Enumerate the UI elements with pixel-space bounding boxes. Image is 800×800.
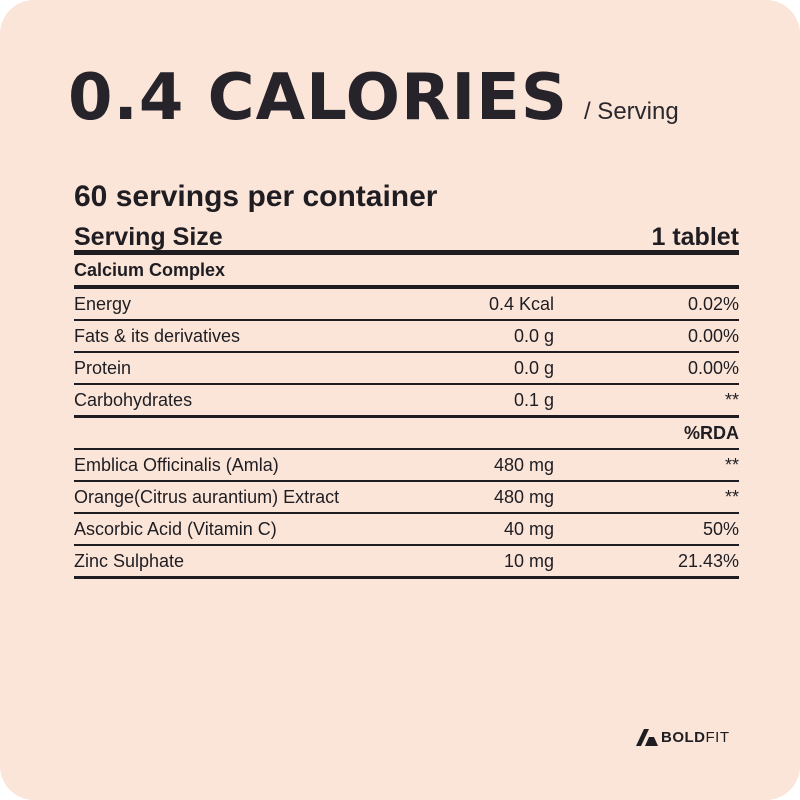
ingredient-name: Emblica Officinalis (Amla) [74, 454, 279, 475]
table-row [74, 514, 739, 546]
per-serving-label: / Serving [583, 98, 679, 125]
brand-bold-text: BOLD [661, 729, 706, 746]
ingredient-amount: 10 mg [503, 550, 554, 571]
ingredient-rda: 50% [702, 518, 739, 539]
nutrient-amount: 0.0 g [513, 357, 554, 378]
table-row [74, 321, 739, 353]
ingredient-name: Zinc Sulphate [74, 550, 185, 571]
table-row [74, 546, 739, 579]
boldfit-logo-icon [636, 729, 658, 746]
serving-size-row [74, 220, 739, 255]
ingredient-name: Ascorbic Acid (Vitamin C) [74, 518, 277, 539]
nutrient-amount: 0.0 g [513, 325, 554, 346]
nutrition-facts-table [74, 182, 739, 579]
nutrient-name: Fats & its derivatives [74, 325, 241, 346]
table-row [74, 353, 739, 385]
calorie-headline [68, 61, 679, 135]
nutrient-name: Energy [74, 293, 132, 314]
serving-size-value: 1 tablet [651, 223, 739, 251]
ingredient-rda: ** [724, 486, 739, 507]
brand-fit-text: FIT [705, 729, 730, 746]
nutrient-amount: 0.4 Kcal [488, 293, 554, 314]
table-row [74, 450, 739, 482]
ingredient-amount: 480 mg [493, 486, 554, 507]
nutrient-name: Protein [74, 357, 132, 378]
ingredient-amount: 480 mg [493, 454, 554, 475]
nutrient-percent: ** [724, 389, 739, 410]
nutrient-percent: 0.00% [687, 325, 739, 346]
ingredient-amount: 40 mg [503, 518, 554, 539]
nutrient-percent: 0.02% [687, 293, 739, 314]
rda-header-row [74, 418, 739, 450]
serving-size-label: Serving Size [74, 223, 223, 251]
ingredient-name: Orange(Citrus aurantium) Extract [74, 486, 340, 507]
table-row [74, 385, 739, 418]
nutrient-amount: 0.1 g [513, 389, 554, 410]
nutrient-name: Carbohydrates [74, 389, 193, 410]
servings-per-container: 60 servings per container [74, 180, 438, 213]
ingredient-rda: ** [724, 454, 739, 475]
calories-value: 0.4 CALORIES [68, 61, 568, 135]
nutrient-percent: 0.00% [687, 357, 739, 378]
table-row [74, 482, 739, 514]
group-title: Calcium Complex [74, 255, 739, 289]
rda-header: %RDA [683, 422, 739, 443]
boldfit-logo [636, 729, 730, 746]
ingredient-rda: 21.43% [677, 550, 739, 571]
table-row [74, 289, 739, 321]
